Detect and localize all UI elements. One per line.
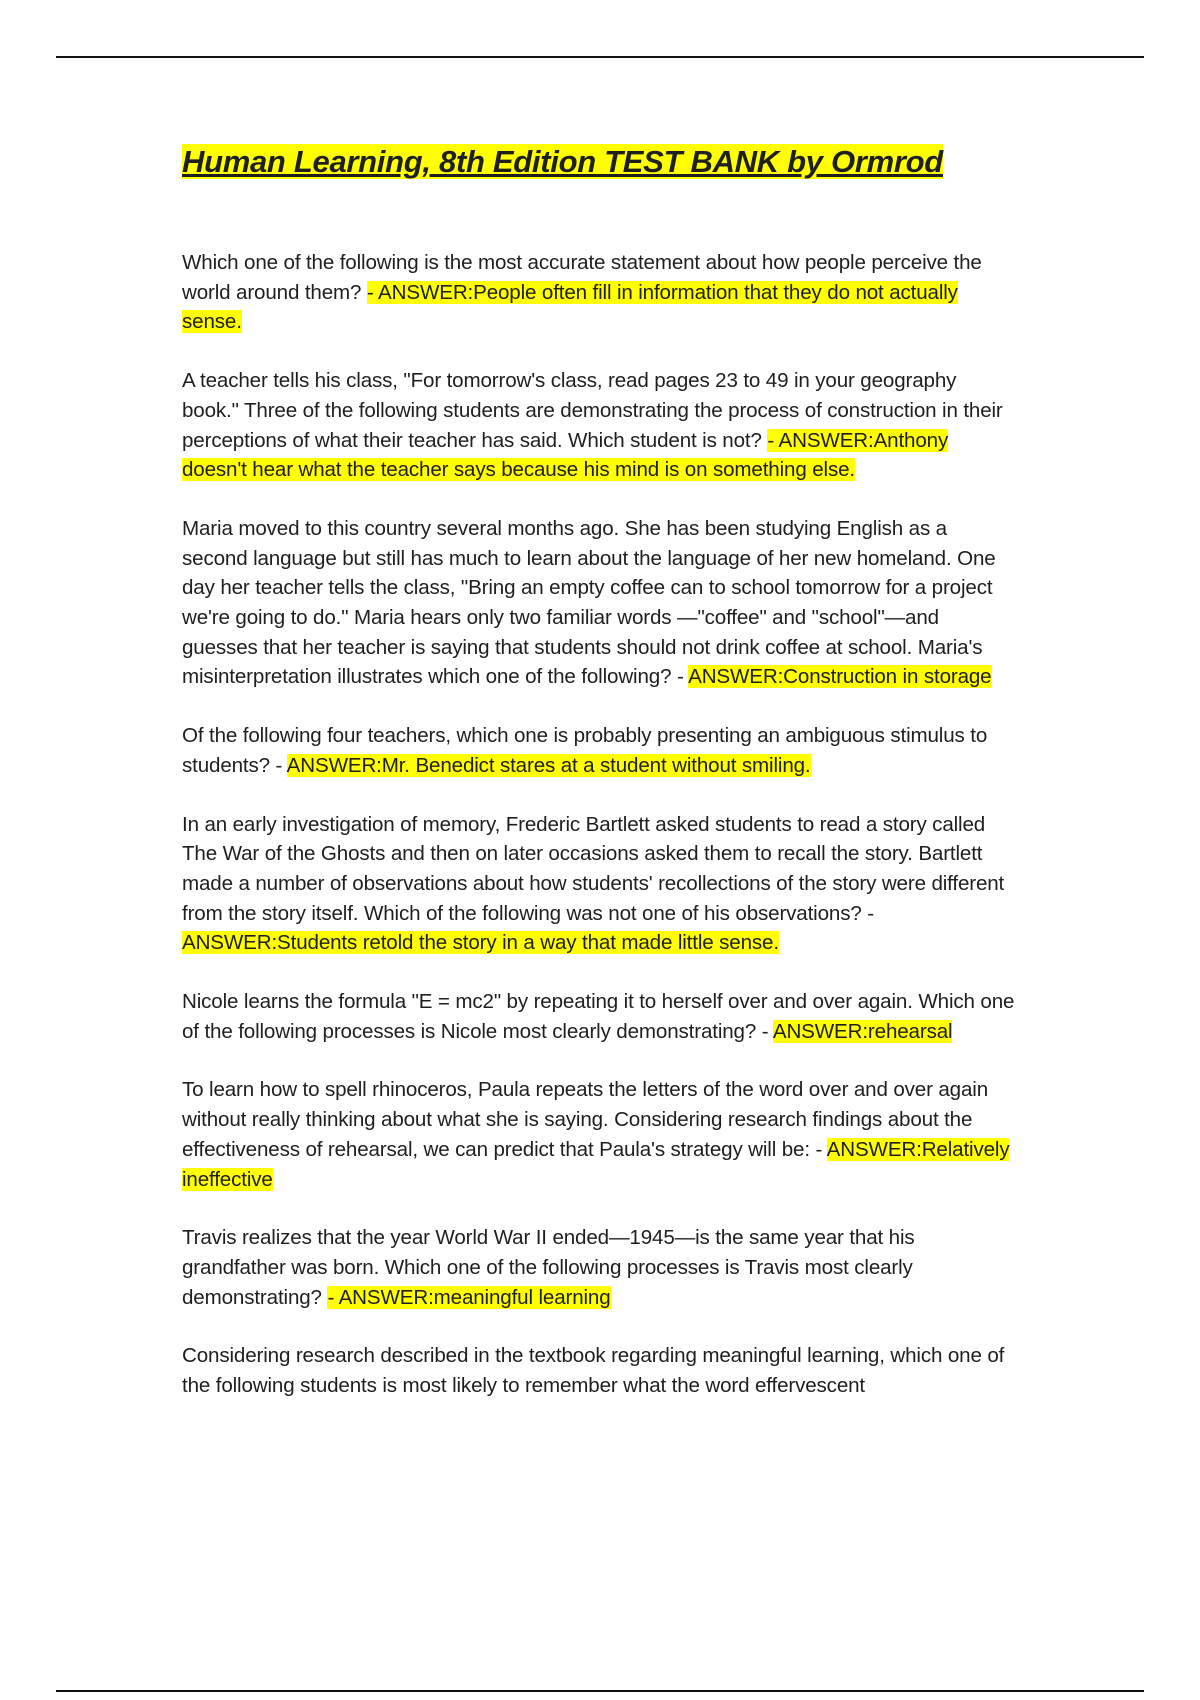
document-title-text: Human Learning, 8th Edition TEST BANK by Ormrod <box>182 144 943 179</box>
answer-text: - ANSWER:People often fill in information that they do not actually sense. <box>182 280 958 334</box>
qa-item-6 <box>182 987 1018 1046</box>
question-text: Considering research described in the textbook regarding meaningful learning, which one of the following students is most likely to remember what the word effervescent <box>182 1344 1005 1398</box>
qa-item-2 <box>182 366 1018 485</box>
qa-item-3 <box>182 514 1018 692</box>
question-text: Nicole learns the formula "E = mc2" by repeating it to herself over and over again. Which one of the following processes is Nicole most clearly demonstrating? - <box>182 990 1015 1043</box>
question-text: Of the following four teachers, which one is probably presenting an ambiguous stimulus to students? - <box>182 724 988 777</box>
qa-item-7 <box>182 1075 1018 1194</box>
document-title <box>182 142 1018 182</box>
answer-text: ANSWER:Construction in storage <box>688 665 992 689</box>
question-text: Maria moved to this country several months ago. She has been studying English as a second language but still has much to learn about the language of her new homeland. One day her teacher tells the class, "Bring an empty coffee can to school tomorrow for a project we're going to do." Maria hears only two familiar words —"coffee" and "school"—and guesses that her teacher is saying that students should not drink coffee at school. Maria's misinterpretation illustrates which one of the following? - <box>182 516 996 689</box>
qa-item-8 <box>182 1223 1018 1312</box>
qa-item-1 <box>182 248 1018 337</box>
question-text: Travis realizes that the year World War II ended—1945—is the same year that his grandfather was born. Which one of the following processes is Travis most clearly demonstrating? <box>182 1226 915 1309</box>
answer-text: ANSWER:Relatively ineffective <box>182 1137 1010 1191</box>
top-rule <box>56 56 1144 58</box>
qa-item-9 <box>182 1341 1018 1400</box>
answer-text: ANSWER:Mr. Benedict stares at a student without smiling. <box>286 753 811 777</box>
qa-item-4 <box>182 721 1018 780</box>
question-text: A teacher tells his class, "For tomorrow's class, read pages 23 to 49 in your geography book." Three of the following students are demonstrating the process of construction in their perceptions of what their teacher has said. Which student is not? <box>182 369 1003 452</box>
answer-text: - ANSWER:Anthony doesn't hear what the teacher says because his mind is on something else. <box>182 428 949 482</box>
answer-text: ANSWER:Students retold the story in a way that made little sense. <box>182 931 779 955</box>
document-body <box>182 142 1018 1430</box>
question-text: To learn how to spell rhinoceros, Paula repeats the letters of the word over and over again without really thinking about what she is saying. Considering research findings about the effectiveness of rehearsal, we can predict that Paula's strategy will be: - <box>182 1078 988 1161</box>
question-text: Which one of the following is the most accurate statement about how people perceive the world around them? <box>182 251 982 304</box>
question-text: In an early investigation of memory, Frederic Bartlett asked students to read a story called The War of the Ghosts and then on later occasions asked them to recall the story. Bartlett made a number of observations about how students' recollections of the story were different from the story itself. Which of the following was not one of his observations? - <box>182 812 1005 925</box>
bottom-rule <box>56 1690 1144 1692</box>
answer-text: ANSWER:rehearsal <box>772 1019 953 1043</box>
qa-item-5 <box>182 810 1018 959</box>
answer-text: - ANSWER:meaningful learning <box>327 1285 611 1309</box>
